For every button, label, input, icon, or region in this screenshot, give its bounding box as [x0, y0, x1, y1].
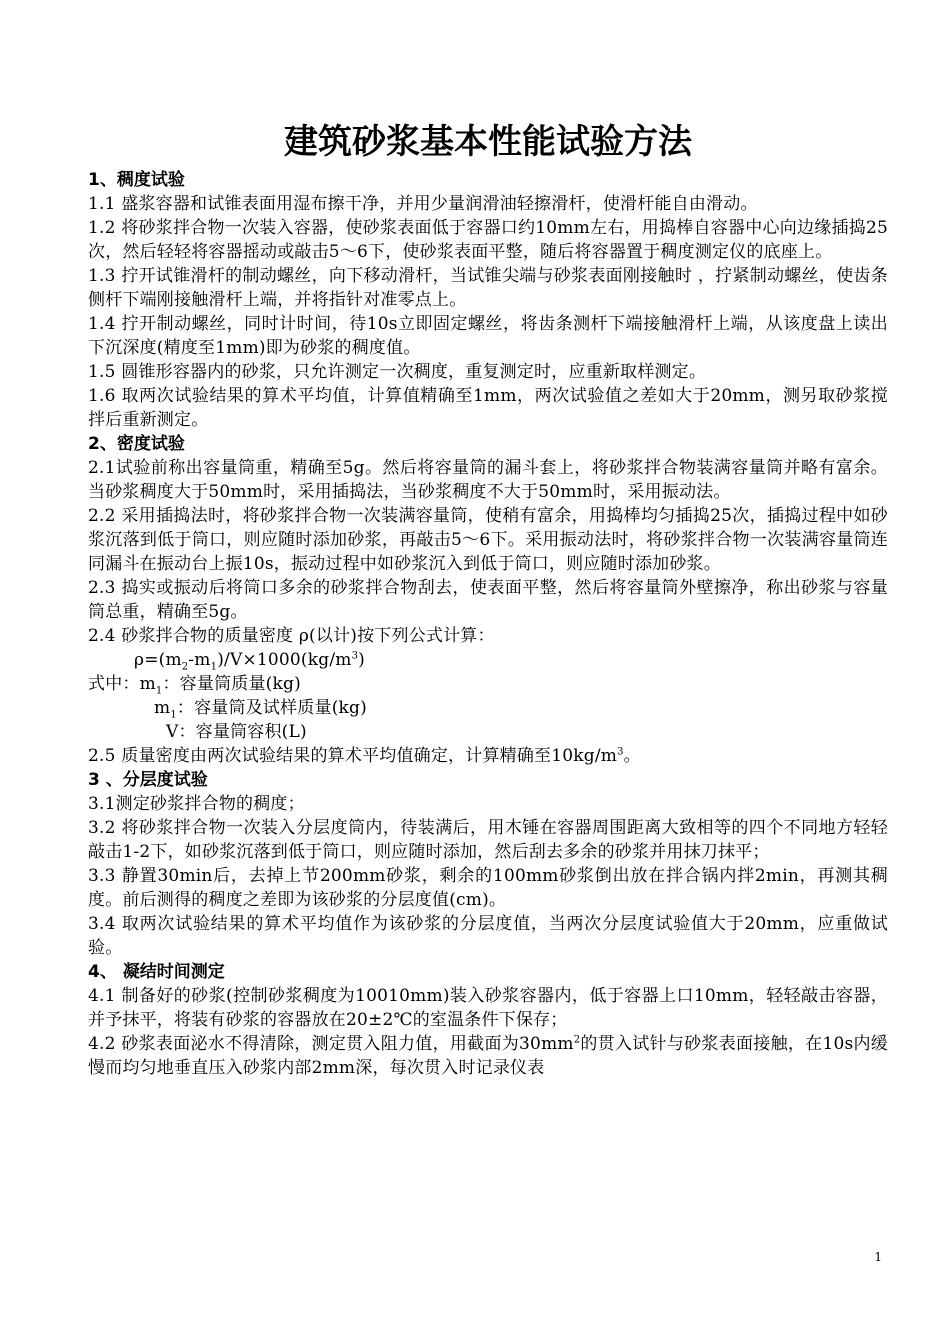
where-text: ：容量筒质量(kg) — [162, 674, 301, 694]
paragraph-1-2: 1.2 将砂浆拌合物一次装入容器，使砂浆表面低于容器口约10mm左右，用捣棒自容器中心向边缘插捣25次，然后轻轻将容器摇动或敲击5～6下，使砂浆表面平整，随后将容器置于稠度测定仪的底座上。 — [88, 218, 888, 262]
paragraph-3-4: 3.4 取两次试验结果的算术平均值作为该砂浆的分层度值，当两次分层度试验值大于20mm，应重做试验。 — [88, 914, 888, 958]
page-number: 1 — [874, 1250, 882, 1264]
paragraph-3-3: 3.3 静置30min后，去掉上节200mm砂浆，剩余的100mm砂浆倒出放在拌合锅内拌2min，再测其稠度。前后测得的稠度之差即为该砂浆的分层度值(cm)。 — [88, 866, 888, 910]
where-subscript: 1 — [170, 709, 177, 721]
paragraph-text: 4.2 砂浆表面泌水不得清除，测定贯入阻力值，用截面为30mm — [88, 1034, 574, 1054]
document-page — [88, 118, 888, 1080]
paragraph-1-5: 1.5 圆锥形容器内的砂浆，只允许测定一次稠度，重复测定时，应重新取样测定。 — [88, 362, 707, 382]
formula-subscript: 2 — [181, 661, 189, 673]
paragraph-4-2 — [88, 1032, 888, 1080]
formula-where-3: V：容量筒容积(L) — [166, 722, 307, 742]
formula-where-2 — [88, 696, 888, 720]
formula-part: ρ=(m — [134, 650, 182, 670]
paragraph-2-4: 2.4 砂浆拌合物的质量密度 ρ(以计)按下列公式计算： — [88, 626, 495, 646]
paragraph-2-3: 2.3 捣实或振动后将筒口多余的砂浆拌合物刮去，使表面平整，然后将容量筒外壁擦净，称出砂浆与容量筒总重，精确至5g。 — [88, 578, 888, 622]
document-title: 建筑砂浆基本性能试验方法 — [284, 122, 692, 162]
paragraph-1-4: 1.4 拧开制动螺丝，同时计时间，待10s立即固定螺丝，将齿条测杆下端接触滑杆上端，从该度盘上读出下沉深度(精度至1mm)即为砂浆的稠度值。 — [88, 314, 888, 358]
where-text: m — [154, 698, 171, 718]
formula-subscript: 1 — [210, 661, 218, 673]
density-formula — [88, 648, 888, 672]
formula-where-1 — [88, 672, 888, 696]
formula-part: )/V×1000(kg/m — [217, 650, 352, 670]
formula-part: -m — [188, 650, 211, 670]
paragraph-text: 2.5 质量密度由两次试验结果的算术平均值确定，计算精确至10kg/m — [88, 746, 618, 766]
paragraph-2-2: 2.2 采用插捣法时，将砂浆拌合物一次装满容量筒，使稍有富余，用捣棒均匀插捣25次，插捣过程中如砂浆沉落到低于筒口，则应随时添加砂浆，再敲击5～6下。采用振动法时，将砂浆拌合物一次装满容量筒连同漏斗在振动台上振10s，振动过程中如砂浆沉入到低于筒口，则应随时添加砂浆。 — [88, 506, 888, 574]
paragraph-text: 。 — [623, 746, 641, 766]
section-4-heading: 4、 凝结时间测定 — [88, 962, 225, 982]
section-1-heading: 1、稠度试验 — [88, 170, 185, 190]
paragraph-4-1: 4.1 制备好的砂浆(控制砂浆稠度为10010mm)装入砂浆容器内，低于容器上口10mm，轻轻敲击容器，并予抹平，将装有砂浆的容器放在20±2℃的室温条件下保存； — [88, 986, 888, 1030]
unit-superscript: 2 — [573, 1034, 581, 1046]
section-2-heading: 2、密度试验 — [88, 434, 185, 454]
formula-part: ) — [358, 650, 366, 670]
paragraph-1-3: 1.3 拧开试锥滑杆的制动螺丝，向下移动滑杆，当试锥尖端与砂浆表面刚接触时 ，拧紧制动螺丝，使齿条侧杆下端刚接触滑杆上端，并将指针对准零点上。 — [88, 266, 888, 310]
where-text: 式中：m — [88, 674, 156, 694]
paragraph-3-2: 3.2 将砂浆拌合物一次装入分层度筒内，待装满后，用木锤在容器周围距离大致相等的四个不同地方轻轻敲击1-2下，如砂浆沉落到低于筒口，则应随时添加，然后刮去多余的砂浆并用抹刀抹平； — [88, 818, 888, 862]
paragraph-3-1: 3.1测定砂浆拌合物的稠度； — [88, 794, 305, 814]
where-text: ：容量筒及试样质量(kg) — [176, 698, 367, 718]
paragraph-2-1: 2.1试验前称出容量筒重，精确至5g。然后将容量筒的漏斗套上，将砂浆拌合物装满容量筒并略有富余。当砂浆稠度大于50mm时，采用插捣法，当砂浆稠度不大于50mm时，采用振动法。 — [88, 458, 888, 502]
paragraph-2-5 — [88, 744, 888, 768]
paragraph-text: 的贯入试针与砂浆表面接触，在10s内缓慢而均匀地垂直压入砂浆内部2mm深，每次贯入时记录仪表 — [88, 1034, 888, 1078]
section-3-heading: 3 、分层度试验 — [88, 770, 208, 790]
unit-superscript: 3 — [617, 746, 624, 758]
formula-superscript: 3 — [351, 650, 359, 662]
paragraph-1-1: 1.1 盛浆容器和试锥表面用湿布擦干净，并用少量润滑油轻擦滑杆，使滑杆能自由滑动。 — [88, 194, 758, 214]
paragraph-1-6: 1.6 取两次试验结果的算术平均值，计算值精确至1mm，两次试验值之差如大于20mm，测另取砂浆搅拌后重新测定。 — [88, 386, 888, 430]
where-subscript: 1 — [155, 685, 163, 697]
